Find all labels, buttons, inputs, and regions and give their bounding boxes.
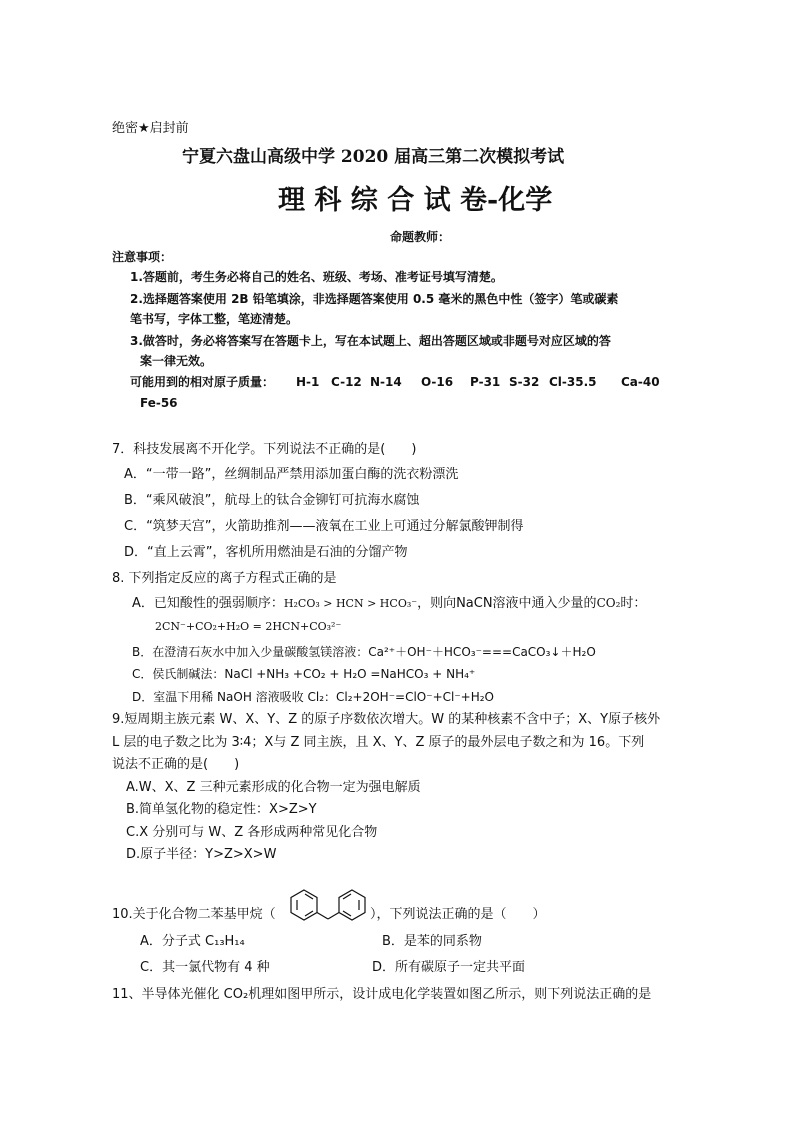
q8-option-b: B．在澄清石灰水中加入少量碳酸氢镁溶液：Ca²⁺＋OH⁻＋HCO₃⁻===CaCO₃↓＋H₂O xyxy=(132,645,596,659)
atomic-mass-item: Fe-56 xyxy=(140,396,178,410)
q9-stem-line-1: 9.短周期主族元素 W、X、Y、Z 的原子序数依次增大。W 的某种核素不含中子；X、Y原子核外 xyxy=(112,712,661,727)
q7-stem: 7．科技发展离不开化学。下列说法不正确的是( ) xyxy=(112,442,417,457)
q8-a-end: 时： xyxy=(620,596,647,611)
note-1: 1.答题前，考生务必将自己的姓名、班级、考场、准考证号填写清楚。 xyxy=(130,270,503,284)
q8-a-co2: CO₂ xyxy=(596,596,621,610)
atomic-mass-item: N-14 xyxy=(370,375,402,389)
q7-option-c: C．“筑梦天宫”，火箭助推剂——液氧在工业上可通过分解氯酸钾制得 xyxy=(124,519,524,534)
q9-option-d: D.原子半径：Y>Z>X>W xyxy=(126,847,277,862)
atomic-mass-item: O-16 xyxy=(421,375,454,389)
q10-option-d: D．所有碳原子一定共平面 xyxy=(372,960,526,975)
diphenylmethane-structure-icon xyxy=(285,887,371,927)
atomic-mass-item: Ca-40 xyxy=(621,375,660,389)
atomic-mass-item: H-1 xyxy=(296,375,320,389)
confidential-mark: 绝密★启封前 xyxy=(112,121,189,136)
q8-stem: 8. 下列指定反应的离子方程式正确的是 xyxy=(112,571,337,586)
school-exam-title: 宁夏六盘山高级中学 2020 届高三第二次模拟考试 xyxy=(182,147,565,167)
q7-option-d: D．“直上云霄”，客机所用燃油是石油的分馏产物 xyxy=(124,545,408,560)
q10-stem-prefix: 10.关于化合物二苯基甲烷（ xyxy=(112,907,276,922)
notes-heading: 注意事项： xyxy=(112,250,173,264)
q8-option-c: C．侯氏制碱法：NaCl +NH₃ +CO₂ + H₂O =NaHCO₃ + NH₄⁺ xyxy=(132,667,476,681)
q9-stem-line-2: L 层的电子数之比为 3∶4；X与 Z 同主族，且 X、Y、Z 原子的最外层电子数之和为 16。下列 xyxy=(112,735,645,750)
note-2: 2.选择题答案使用 2B 铅笔填涂，非选择题答案使用 0.5 毫米的黑色中性（签字）笔或碳素 xyxy=(130,292,619,306)
q9-option-a: A.W、X、Z 三种元素形成的化合物一定为强电解质 xyxy=(126,780,421,795)
atomic-mass-item: P-31 xyxy=(470,375,501,389)
q7-option-b: B．“乘风破浪”，航母上的钛合金铆钉可抗海水腐蚀 xyxy=(124,493,420,508)
q10-option-c: C．其一氯代物有 4 种 xyxy=(140,960,270,975)
q8-option-d: D．室温下用稀 NaOH 溶液吸收 Cl₂：Cl₂+2OH⁻=ClO⁻+Cl⁻+H₂O xyxy=(132,690,495,704)
atomic-mass-item: C-12 xyxy=(331,375,362,389)
q9-option-b: B.简单氢化物的稳定性：X>Z>Y xyxy=(126,802,317,817)
q11-stem: 11、半导体光催化 CO₂机理如图甲所示，设计成电化学装置如图乙所示，则下列说法正确的是 xyxy=(112,987,652,1002)
q10-stem-suffix: ），下列说法正确的是（ ） xyxy=(370,907,546,922)
q9-stem-line-3: 说法不正确的是( ) xyxy=(112,757,240,772)
teacher-label: 命题教师： xyxy=(390,230,451,244)
q8-a-middle: ，则向NaCN溶液中通入少量的 xyxy=(417,596,597,611)
q8-a-prefix: A．已知酸性的强弱顺序： xyxy=(132,596,284,611)
atomic-mass-item: Cl-35.5 xyxy=(549,375,597,389)
q9-option-c: C.X 分别可与 W、Z 各形成两种常见化合物 xyxy=(126,825,378,840)
note-2-cont: 笔书写，字体工整，笔迹清楚。 xyxy=(130,312,299,326)
note-3-cont: 案一律无效。 xyxy=(140,354,213,368)
q10-option-a: A．分子式 C₁₃H₁₄ xyxy=(140,934,245,949)
q7-option-a: A．“一带一路”，丝绸制品严禁用添加蛋白酶的洗衣粉漂洗 xyxy=(124,467,459,482)
q8-a-acid-order: H₂CO₃ > HCN > HCO₃⁻ xyxy=(283,597,418,610)
q8-a-equation: 2CN⁻+CO₂+H₂O = 2HCN+CO₃²⁻ xyxy=(155,620,342,633)
atomic-mass-label: 可能用到的相对原子质量： xyxy=(130,375,275,389)
subject-title: 理 科 综 合 试 卷-化学 xyxy=(278,185,553,216)
q10-option-b: B．是苯的同系物 xyxy=(382,934,482,949)
atomic-mass-item: S-32 xyxy=(509,375,540,389)
note-3: 3.做答时，务必将答案写在答题卡上，写在本试题上、超出答题区域或非题号对应区域的答 xyxy=(130,334,611,348)
q8-option-a xyxy=(132,595,646,612)
